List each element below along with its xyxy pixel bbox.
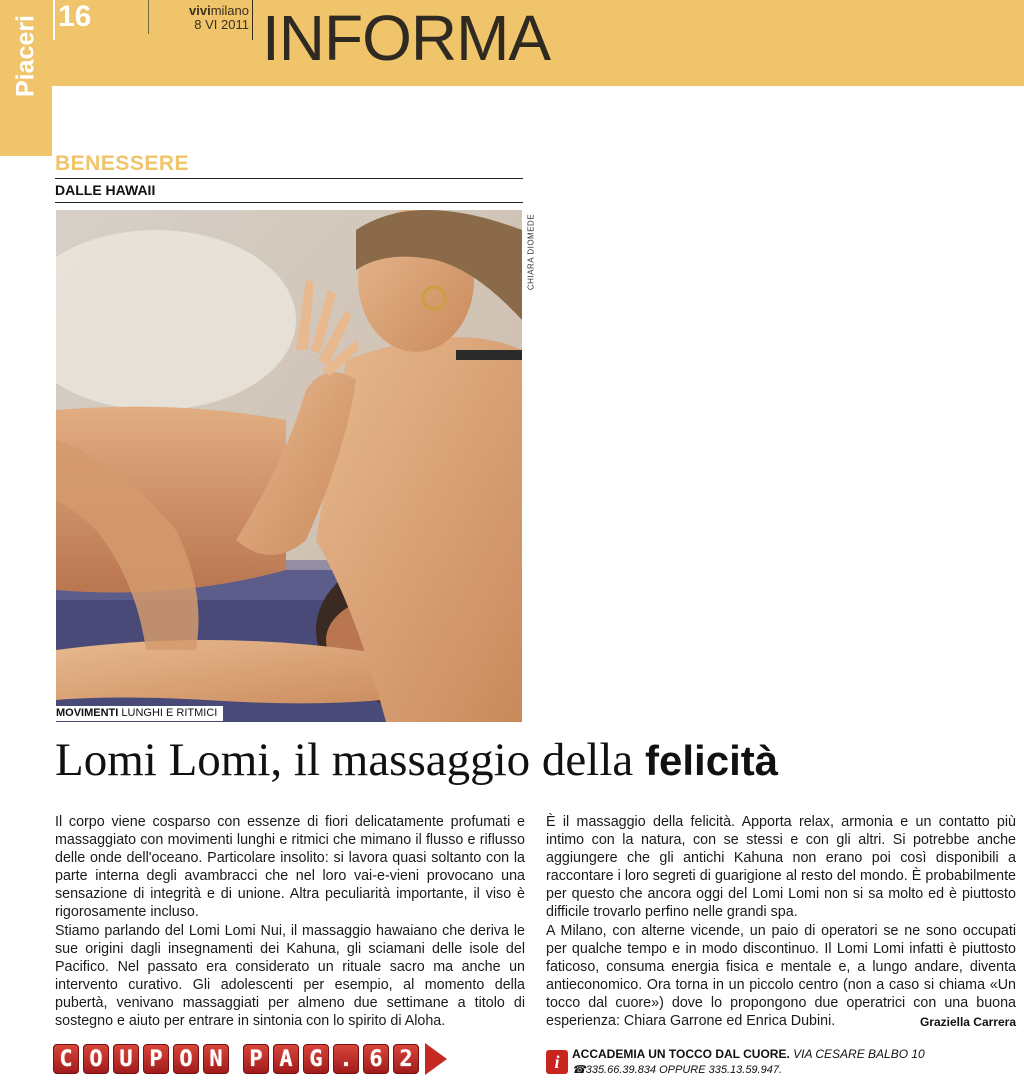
venue-name: ACCADEMIA UN TOCCO DAL CUORE. bbox=[572, 1047, 790, 1061]
coupon-letter: C bbox=[53, 1044, 79, 1074]
body-paragraph: È il massaggio della felicità. Apporta relax, armonia e un contatto più intimo con la natura, con se stessi e con gli altri. Si potrebbe anche aggiungere che gli antichi Kahuna non erano poi così disponibili a raccontare i loro segreti di guarigione al resto del mondo. È probabilmente per questo che ancora oggi del Lomi Lomi non si sa molto ed è piuttosto difficile trovarlo perfino nelle grandi spa. bbox=[546, 814, 1016, 921]
article-kicker: BENESSERE bbox=[55, 152, 190, 175]
phone-icon: ☎ bbox=[572, 1064, 586, 1076]
section-tab bbox=[0, 0, 52, 156]
kicker-rule bbox=[55, 178, 523, 179]
page-number: 16 bbox=[58, 0, 92, 33]
subkicker-rule bbox=[55, 202, 523, 203]
caption-text: LUNGHI E RITMICI bbox=[118, 707, 218, 719]
coupon-banner[interactable] bbox=[53, 1042, 447, 1076]
article-subkicker: DALLE HAWAII bbox=[55, 182, 156, 198]
coupon-letter: P bbox=[243, 1044, 269, 1074]
section-tab-label: Piaceri bbox=[11, 14, 40, 98]
photo-credit: CHIARA DIOMEDE bbox=[526, 213, 536, 291]
body-paragraph bbox=[546, 922, 1016, 1031]
body-paragraph-text: A Milano, con alterne vicende, un paio di operatori se ne sono occupati per qualche tempo e in modo discontinuo. Il Lomi Lomi infatti è piuttosto faticoso, consuma energia fisica e mentale e, a lungo andare, diventa antieconomico. Ora torna in un piccolo centro (non a caso si chiama «Un tocco dal cuore») dove lo propongono due operatrici con una buona esperienza: Chiara Garrone ed Enrica Dubini. bbox=[546, 922, 1016, 1030]
coupon-letter: 2 bbox=[393, 1044, 419, 1074]
article-column-left bbox=[55, 813, 525, 1030]
coupon-letter: O bbox=[83, 1044, 109, 1074]
phone-numbers: 335.66.39.834 OPPURE 335.13.59.947. bbox=[585, 1064, 783, 1076]
article-byline: Graziella Carrera bbox=[919, 1015, 1016, 1030]
body-paragraph: Il corpo viene cosparso con essenze di fiori delicatamente profumati e massaggiato con movimenti lunghi e ritmici che mimano il flusso e riflusso delle onde dell'oceano. Particolare insolito: si lavora quasi soltanto con la parte interna degli avambracci che nel loro vai-e-vieni provocano una sensazione di integrità e di unione. Altra peculiarità importante, il viso è rigorosamente incluso. bbox=[55, 814, 525, 921]
coupon-letter: G bbox=[303, 1044, 329, 1074]
masthead-brand: milano bbox=[210, 3, 249, 18]
photo-caption bbox=[56, 706, 223, 721]
header-divider bbox=[53, 0, 55, 40]
coupon-letter: U bbox=[113, 1044, 139, 1074]
coupon-letter: 6 bbox=[363, 1044, 389, 1074]
masthead bbox=[183, 4, 249, 32]
article-photo bbox=[56, 210, 522, 722]
article-headline bbox=[55, 732, 778, 789]
coupon-letter: O bbox=[173, 1044, 199, 1074]
coupon-letter: . bbox=[333, 1044, 359, 1074]
header-divider bbox=[148, 0, 149, 34]
masthead-brand-bold: vivi bbox=[189, 3, 211, 18]
masthead-date: 8 VI 2011 bbox=[194, 17, 249, 32]
section-title: INFORMA bbox=[262, 2, 551, 74]
info-icon: i bbox=[546, 1050, 568, 1074]
body-paragraph: Stiamo parlando del Lomi Lomi Nui, il massaggio hawaiano che deriva le sue origini dagli insegnamenti dei Kahuna, gli sciamani delle isole del Pacifico. Nel passato era considerato un rituale sacro ma anche un intervento curativo. Gli adolescenti per esempio, al momento della pubertà, venivano massaggiati per almeno due settimane a titolo di sostegno e aiuto per entrare in sintonia con lo spirito di Aloha. bbox=[55, 922, 525, 1030]
venue-info bbox=[572, 1047, 925, 1061]
coupon-letter: A bbox=[273, 1044, 299, 1074]
header-divider bbox=[252, 0, 253, 40]
article-column-right bbox=[546, 813, 1016, 1031]
arrow-right-icon bbox=[425, 1043, 447, 1075]
headline-accent: felicità bbox=[645, 737, 779, 784]
venue-phones bbox=[572, 1063, 782, 1076]
headline-text: Lomi Lomi, il massaggio della bbox=[55, 734, 646, 786]
venue-address: VIA CESARE BALBO 10 bbox=[789, 1047, 925, 1061]
coupon-letter: P bbox=[143, 1044, 169, 1074]
caption-lead: MOVIMENTI bbox=[56, 707, 119, 719]
coupon-letter: N bbox=[203, 1044, 229, 1074]
